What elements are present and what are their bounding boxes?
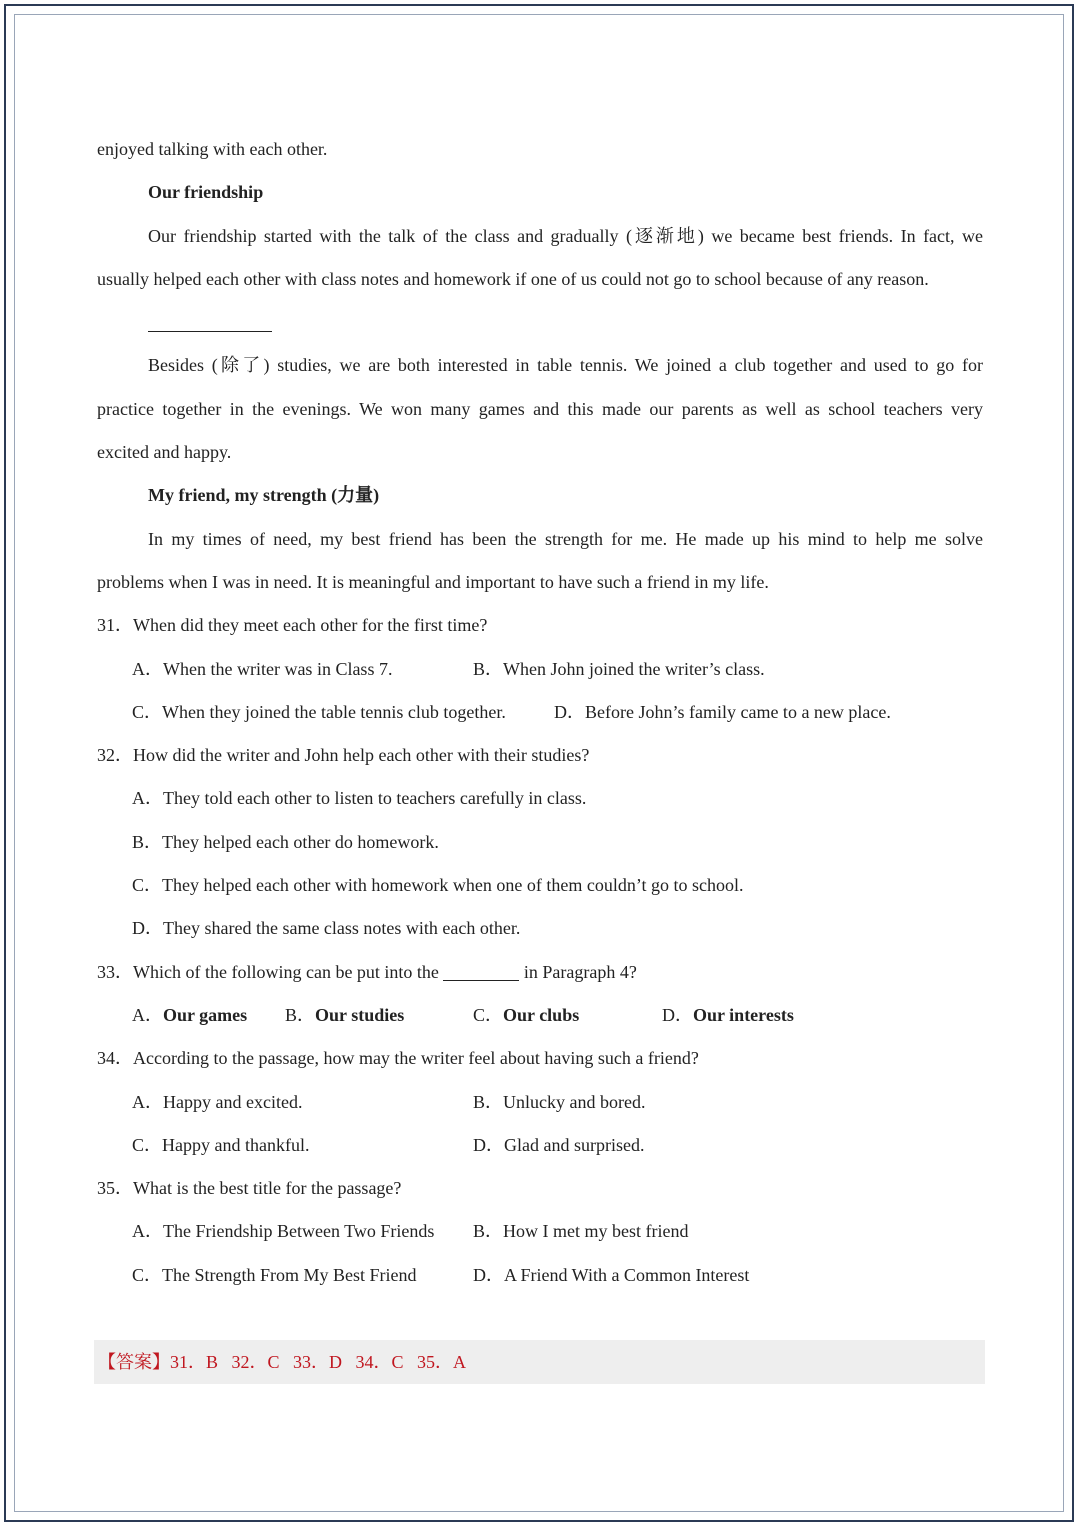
question-34-options-row2 bbox=[97, 1124, 983, 1167]
passage-line: problems when I was in need. It is meaningful and important to have such a friend in my life. bbox=[97, 571, 769, 592]
passage-line: Besides (除了) studies, we are both interested in table tennis. We joined a club together and used to go for bbox=[148, 355, 983, 376]
section-heading-friendship: Our friendship bbox=[148, 182, 264, 203]
option-d: D．They shared the same class notes with each other. bbox=[132, 918, 521, 939]
question-35-stem: 35．What is the best title for the passage? bbox=[97, 1178, 402, 1199]
question-33-stem-after: in Paragraph 4? bbox=[523, 961, 637, 982]
option-b: B．How I met my best friend bbox=[473, 1221, 689, 1242]
option-b bbox=[285, 994, 404, 1037]
option-a: A．They told each other to listen to teachers carefully in class. bbox=[132, 788, 587, 809]
passage-line: Our friendship started with the talk of the class and gradually (逐渐地) we became best friends. In fact, we bbox=[148, 225, 983, 246]
answer-key-text: 【答案】31．B 32．C 33．D 34．C 35．A bbox=[98, 1352, 467, 1372]
question-33-stem bbox=[97, 951, 983, 994]
option-text: Our games bbox=[163, 1004, 248, 1025]
option-text: Our studies bbox=[315, 1004, 405, 1025]
passage-line: enjoyed talking with each other. bbox=[97, 139, 328, 159]
option-a: A．Happy and excited. bbox=[132, 1091, 303, 1112]
option-c: C．Happy and thankful. bbox=[132, 1134, 310, 1155]
option-a bbox=[132, 994, 247, 1037]
question-31-stem: 31．When did they meet each other for the first time? bbox=[97, 615, 488, 636]
blank-underline bbox=[443, 960, 519, 981]
document-body bbox=[97, 128, 983, 1297]
option-d: D．A Friend With a Common Interest bbox=[473, 1264, 750, 1285]
option-d bbox=[662, 994, 794, 1037]
option-c bbox=[473, 994, 579, 1037]
option-a: A．The Friendship Between Two Friends bbox=[132, 1221, 435, 1242]
option-letter: D． bbox=[662, 1004, 693, 1025]
question-34-options-row1 bbox=[97, 1081, 983, 1124]
section-heading-strength: My friend, my strength (力量) bbox=[148, 485, 380, 506]
option-b: B．When John joined the writer’s class. bbox=[473, 658, 765, 679]
answer-key bbox=[94, 1340, 985, 1384]
question-32-stem: 32．How did the writer and John help each other with their studies? bbox=[97, 745, 590, 766]
option-letter: B． bbox=[285, 1004, 316, 1025]
option-a: A．When the writer was in Class 7. bbox=[132, 658, 393, 679]
option-b: B．They helped each other do homework. bbox=[132, 831, 439, 852]
option-text: Our interests bbox=[693, 1004, 794, 1025]
option-b: B．Unlucky and bored. bbox=[473, 1091, 646, 1112]
heading-blank bbox=[97, 301, 983, 344]
question-34-stem: 34．According to the passage, how may the writer feel about having such a friend? bbox=[97, 1048, 699, 1069]
passage-line: In my times of need, my best friend has been the strength for me. He made up his mind to help me solve bbox=[148, 528, 983, 549]
option-c: C．The Strength From My Best Friend bbox=[132, 1264, 417, 1285]
question-35-options-row2 bbox=[97, 1254, 983, 1297]
option-d: D．Glad and surprised. bbox=[473, 1134, 645, 1155]
passage-line: practice together in the evenings. We won many games and this made our parents as well as school teachers very bbox=[97, 398, 983, 419]
option-c: C．When they joined the table tennis club together. bbox=[132, 701, 506, 722]
option-c: C．They helped each other with homework when one of them couldn’t go to school. bbox=[132, 875, 744, 896]
option-letter: C． bbox=[473, 1004, 504, 1025]
question-31-options-row1 bbox=[97, 648, 983, 691]
passage-line: usually helped each other with class notes and homework if one of us could not go to school because of any reason. bbox=[97, 268, 929, 289]
question-31-options-row2 bbox=[97, 691, 983, 734]
question-35-options-row1 bbox=[97, 1210, 983, 1253]
option-text: Our clubs bbox=[503, 1004, 580, 1025]
option-letter: A． bbox=[132, 1004, 163, 1025]
option-d: D．Before John’s family came to a new place. bbox=[554, 701, 891, 722]
passage-line: excited and happy. bbox=[97, 442, 232, 463]
question-33-options bbox=[97, 994, 983, 1037]
question-33-stem-before: 33．Which of the following can be put into the bbox=[97, 961, 439, 982]
blank-underline bbox=[148, 309, 272, 332]
